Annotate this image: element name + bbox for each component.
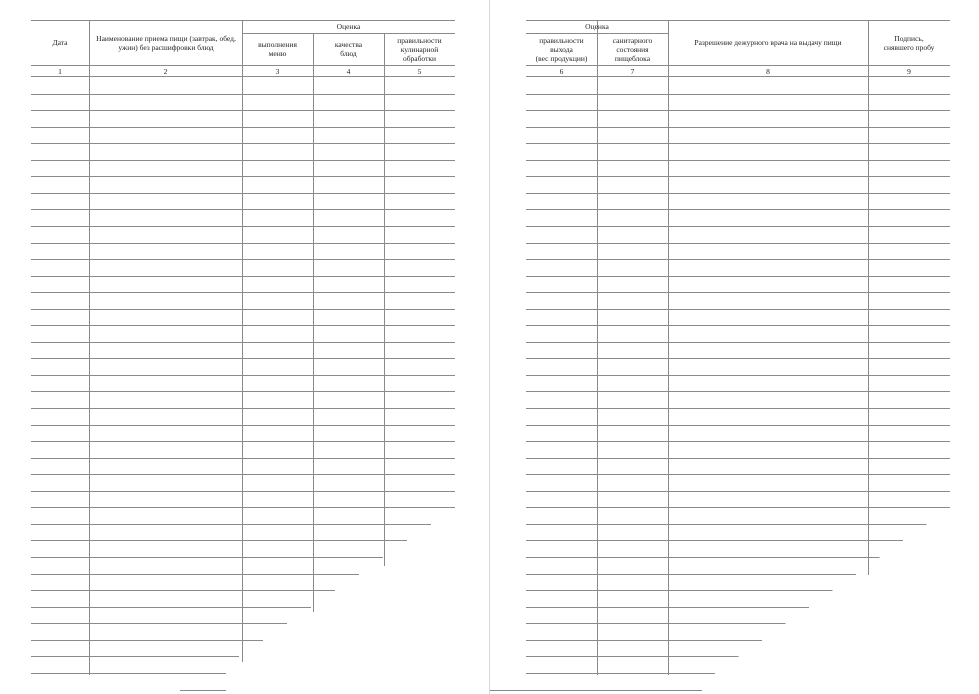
header-dish-quality: качества блюд bbox=[334, 40, 363, 58]
right-page-grid bbox=[490, 0, 979, 694]
header-date: Дата bbox=[52, 38, 68, 47]
column-number-9: 9 bbox=[907, 67, 911, 76]
header-assessment-right: Оценка bbox=[585, 22, 609, 31]
column-number-3: 3 bbox=[275, 67, 280, 76]
column-number-1: 1 bbox=[58, 67, 62, 76]
header-assessment-left: Оценка bbox=[336, 22, 361, 31]
column-number-5: 5 bbox=[417, 67, 422, 76]
header-output-correctness: правильности выхода (вес продукции) bbox=[535, 35, 588, 63]
column-number-4: 4 bbox=[346, 67, 351, 76]
header-doctor-permission: Разрешение дежурного врача на выдачу пищи bbox=[694, 38, 842, 47]
column-number-6: 6 bbox=[559, 67, 564, 76]
header-meal-name: Наименование приема пищи (завтрак, обед, ужин) без расшифровки блюд bbox=[96, 33, 236, 52]
header-signature: Подпись, снявшего пробу bbox=[883, 33, 935, 52]
header-menu-compliance: выполнения меню bbox=[258, 40, 297, 58]
header-sanitary-state: санитарного состояния пищеблока bbox=[612, 35, 653, 63]
column-number-7: 7 bbox=[630, 67, 635, 76]
column-number-2: 2 bbox=[163, 67, 168, 76]
right-page bbox=[490, 0, 979, 694]
column-number-8: 8 bbox=[766, 67, 770, 76]
left-page-grid bbox=[0, 0, 489, 694]
header-cooking-correctness: правильности кулинарной обработки bbox=[397, 35, 442, 63]
